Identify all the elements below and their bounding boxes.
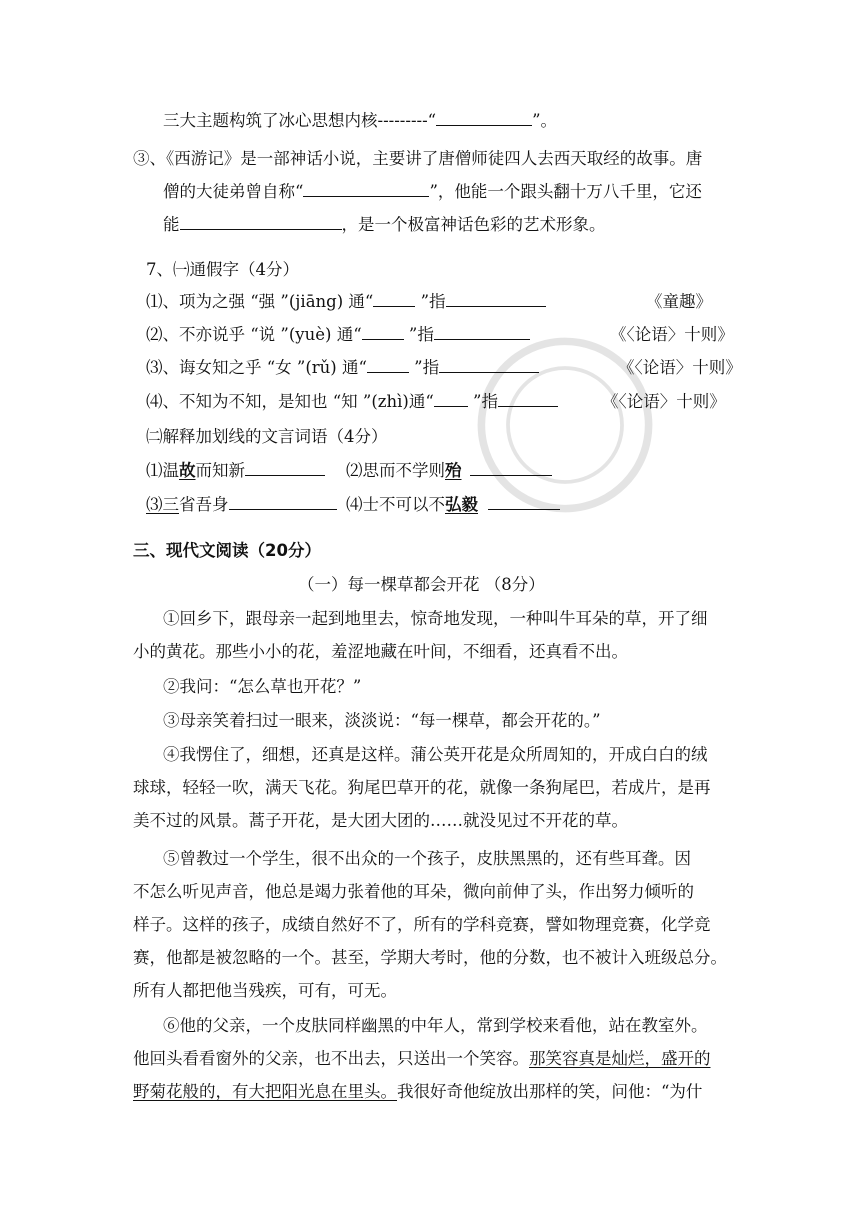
answer-blank[interactable] bbox=[367, 357, 409, 373]
paragraph-text: 他回头看看窗外的父亲，也不出去，只送出一个笑容。 bbox=[133, 1049, 529, 1068]
answer-blank[interactable] bbox=[229, 494, 337, 510]
word-post: 而知新 bbox=[195, 461, 245, 480]
answer-blank[interactable] bbox=[373, 291, 415, 307]
answer-blank[interactable] bbox=[303, 181, 429, 197]
q7-item-2-source: 《〈论语〉十则》 bbox=[610, 325, 734, 344]
paragraph-line bbox=[133, 1081, 702, 1103]
q7-item-mid: ”指 bbox=[403, 325, 434, 344]
word-pre: ⑷士不可以不 bbox=[346, 495, 445, 514]
paragraph-line: ④我愣住了，细想，还真是这样。蒲公英开花是众所周知的，开成白白的绒 bbox=[163, 745, 708, 764]
q7-word-2 bbox=[346, 460, 552, 482]
q7-item-2 bbox=[146, 324, 530, 346]
s2-line3 bbox=[163, 181, 702, 203]
answer-blank[interactable] bbox=[488, 494, 560, 510]
paragraph-line bbox=[133, 1048, 711, 1070]
s2-line3-pre: 僧的大徒弟曾自称“ bbox=[163, 182, 304, 201]
s2-line2: ③、《西游记》是一部神话小说，主要讲了唐僧师徒四人去西天取经的故事。唐 bbox=[133, 149, 703, 168]
s2-line4 bbox=[163, 214, 606, 236]
word-pre: ⑴温 bbox=[146, 461, 179, 480]
paragraph-line: 所有人都把他当残疾，可有，可无。 bbox=[133, 981, 397, 1000]
paragraph-line: 不怎么听见声音，他总是竭力张着他的耳朵，微向前伸了头，作出努力倾听的 bbox=[133, 882, 694, 901]
underlined-sentence: 野菊花般的，有大把阳光息在里头。 bbox=[133, 1082, 397, 1101]
q7-item-1-source: 《童趣》 bbox=[646, 292, 712, 311]
s2-line4-pre: 能 bbox=[163, 215, 180, 234]
answer-blank[interactable] bbox=[470, 460, 552, 476]
answer-blank[interactable] bbox=[446, 291, 546, 307]
s2-line4-post: ，是一个极富神话色彩的艺术形象。 bbox=[341, 215, 606, 234]
q7-item-1 bbox=[146, 291, 546, 313]
q7-title: 7、㈠通假字（4分） bbox=[146, 260, 299, 279]
answer-blank[interactable] bbox=[362, 324, 404, 340]
s2-line1 bbox=[163, 110, 557, 132]
answer-blank[interactable] bbox=[439, 357, 539, 373]
paragraph-line: ②我问：“怎么草也开花？” bbox=[163, 677, 362, 696]
q7-item-mid: ”指 bbox=[408, 358, 440, 377]
q7-item-text: ⑵、不亦说乎 “说 ”(yuè) 通“ bbox=[146, 325, 362, 344]
q7-item-3-source: 《〈论语〉十则》 bbox=[618, 358, 742, 377]
paragraph-line: 球球，轻轻一吹，满天飞花。狗尾巴草开的花，就像一条狗尾巴，若成片，是再 bbox=[133, 778, 711, 797]
underlined-word: 故 bbox=[179, 461, 196, 480]
answer-blank[interactable] bbox=[434, 324, 530, 340]
q7-item-text: ⑷、不知为不知，是知也 “知 ”(zhì)通“ bbox=[146, 392, 434, 411]
answer-blank[interactable] bbox=[180, 214, 342, 230]
section3-subtitle: （一）每一棵草都会开花 （8分） bbox=[298, 575, 545, 594]
answer-blank[interactable] bbox=[434, 391, 468, 407]
q7-item-text: ⑶、诲女知之乎 “女 ”(rǔ) 通“ bbox=[146, 358, 367, 377]
q7-item-text: ⑴、项为之强 “强 ”(jiāng) 通“ bbox=[146, 292, 374, 311]
q7-word-1 bbox=[146, 460, 325, 482]
word-post: 省吾身 bbox=[179, 495, 229, 514]
word-pre: ⑵思而不学则 bbox=[346, 461, 445, 480]
s2-line1-text: 三大主题构筑了冰心思想内核---------“ bbox=[163, 111, 437, 130]
q7-item-4-source: 《〈论语〉十则》 bbox=[602, 392, 726, 411]
q7-word-3 bbox=[146, 494, 337, 516]
answer-blank[interactable] bbox=[245, 460, 325, 476]
q7-item-mid: ”指 bbox=[467, 392, 498, 411]
s2-line3-post: ”，他能一个跟头翻十万八千里，它还 bbox=[429, 182, 702, 201]
underlined-word: 殆 bbox=[445, 461, 462, 480]
answer-blank[interactable] bbox=[498, 391, 558, 407]
underlined-sentence: 那笑容真是灿烂，盛开的 bbox=[529, 1049, 711, 1068]
paragraph-line: 小的黄花。那些小小的花，羞涩地藏在叶间，不细看，还真看不出。 bbox=[133, 642, 628, 661]
q7-part2-title: ㈡解释加划线的文言词语（4分） bbox=[146, 427, 388, 446]
paragraph-line: ③母亲笑着扫过一眼来，淡淡说：“每一棵草，都会开花的。” bbox=[163, 711, 601, 730]
q7-item-4 bbox=[146, 391, 558, 413]
paragraph-line: 赛，他都是被忽略的一个。甚至，学期大考时，他的分数，也不被计入班级总分。 bbox=[133, 948, 727, 967]
paragraph-line: 样子。这样的孩子，成绩自然好不了，所有的学科竞赛，譬如物理竞赛，化学竞 bbox=[133, 915, 711, 934]
paragraph-line: ⑥他的父亲，一个皮肤同样幽黑的中年人，常到学校来看他，站在教室外。 bbox=[163, 1016, 708, 1035]
q7-word-4 bbox=[346, 494, 560, 516]
paragraph-line: ⑤曾教过一个学生，很不出众的一个孩子，皮肤黑黑的，还有些耳聋。因 bbox=[163, 849, 691, 868]
q7-item-mid: ”指 bbox=[415, 292, 446, 311]
paragraph-line: 美不过的风景。蒿子开花，是大团大团的……就没见过不开花的草。 bbox=[133, 811, 628, 830]
underlined-word: 弘毅 bbox=[445, 495, 478, 514]
underlined-word: ⑶三 bbox=[146, 495, 179, 514]
s2-line1-end: ”。 bbox=[532, 111, 558, 130]
q7-item-3 bbox=[146, 357, 539, 379]
paragraph-text: 我很好奇他绽放出那样的笑，问他：“为什 bbox=[397, 1082, 703, 1101]
answer-blank[interactable] bbox=[436, 110, 532, 126]
paragraph-line: ①回乡下，跟母亲一起到地里去，惊奇地发现，一种叫牛耳朵的草，开了细 bbox=[163, 609, 708, 628]
section3-title: 三、现代文阅读（20分） bbox=[133, 541, 321, 560]
